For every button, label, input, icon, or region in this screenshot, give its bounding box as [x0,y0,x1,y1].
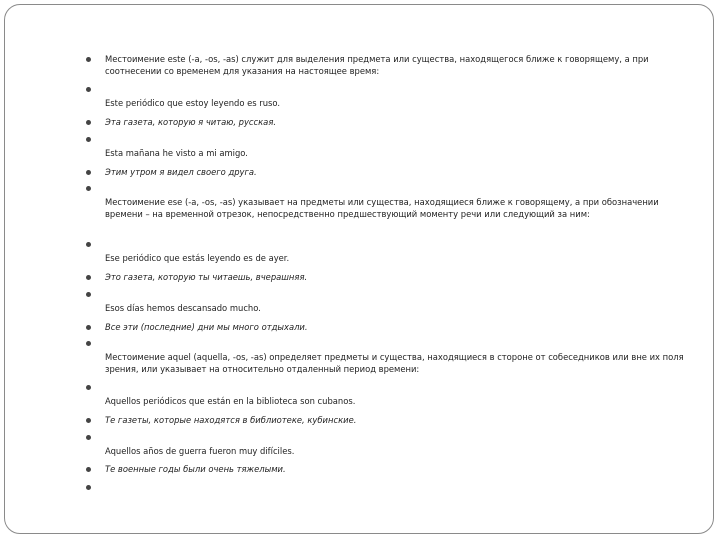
bullet-icon [86,418,91,423]
bullet-icon [86,435,91,440]
bullet-icon [86,341,91,346]
list-item-text: Aquellos periódicos que están en la biblioteca son cubanos. [105,396,356,406]
bullet-icon [86,467,91,472]
bullet-icon [86,57,91,62]
list-item-text: Те военные годы были очень тяжелыми. [105,464,286,474]
list-item-text: Este periódico que estoy leyendo es ruso. [105,98,281,108]
bullet-icon [86,170,91,175]
list-item-text: Эта газета, которую я читаю, русская. [105,117,277,127]
bullet-icon [86,385,91,390]
bullet-icon [86,485,91,490]
list-item-text: Esta mañana he visto a mi amigo. [105,148,248,158]
list-item-text: Это газета, которую ты читаешь, вчерашняя. [105,272,308,282]
bullet-icon [86,275,91,280]
bullet-icon [86,325,91,330]
bullet-icon [86,137,91,142]
list-item-text: Те газеты, которые находятся в библиотеке, кубинские. [105,415,357,425]
list-item-text: Все эти (последние) дни мы много отдыхали. [105,322,308,332]
list-item-text: Этим утром я видел своего друга. [105,167,257,177]
bullet-icon [86,242,91,247]
list-item-text: Местоимение aquel (aquella, -os, -as) определяет предметы и существа, находящиеся в стороне от собеседников или вне их поля зрения, или указывает на относительно отдаленный период времени: [105,352,684,374]
list-item-text: Местоимение este (-a, -os, -as) служит для выделения предмета или существа, находящегося ближе к говорящему, а при соотнесении со временем для указания на настоящее время: [105,54,649,76]
bullet-icon [86,120,91,125]
list-item-text: Esos días hemos descansado mucho. [105,303,261,313]
list-item-text: Aquellos años de guerra fueron muy difíciles. [105,446,295,456]
bullet-icon [86,292,91,297]
list-item-text: Ese periódico que estás leyendo es de ayer. [105,253,290,263]
bullet-icon [86,186,91,191]
bullet-icon [86,87,91,92]
list-item-text: Местоимение ese (-a, -os, -as) указывает на предметы или существа, находящиеся ближе к говорящему, а при обозначении времени – на временной отрезок, непосредственно предшествующий моменту речи или следующий за ним: [105,197,659,219]
